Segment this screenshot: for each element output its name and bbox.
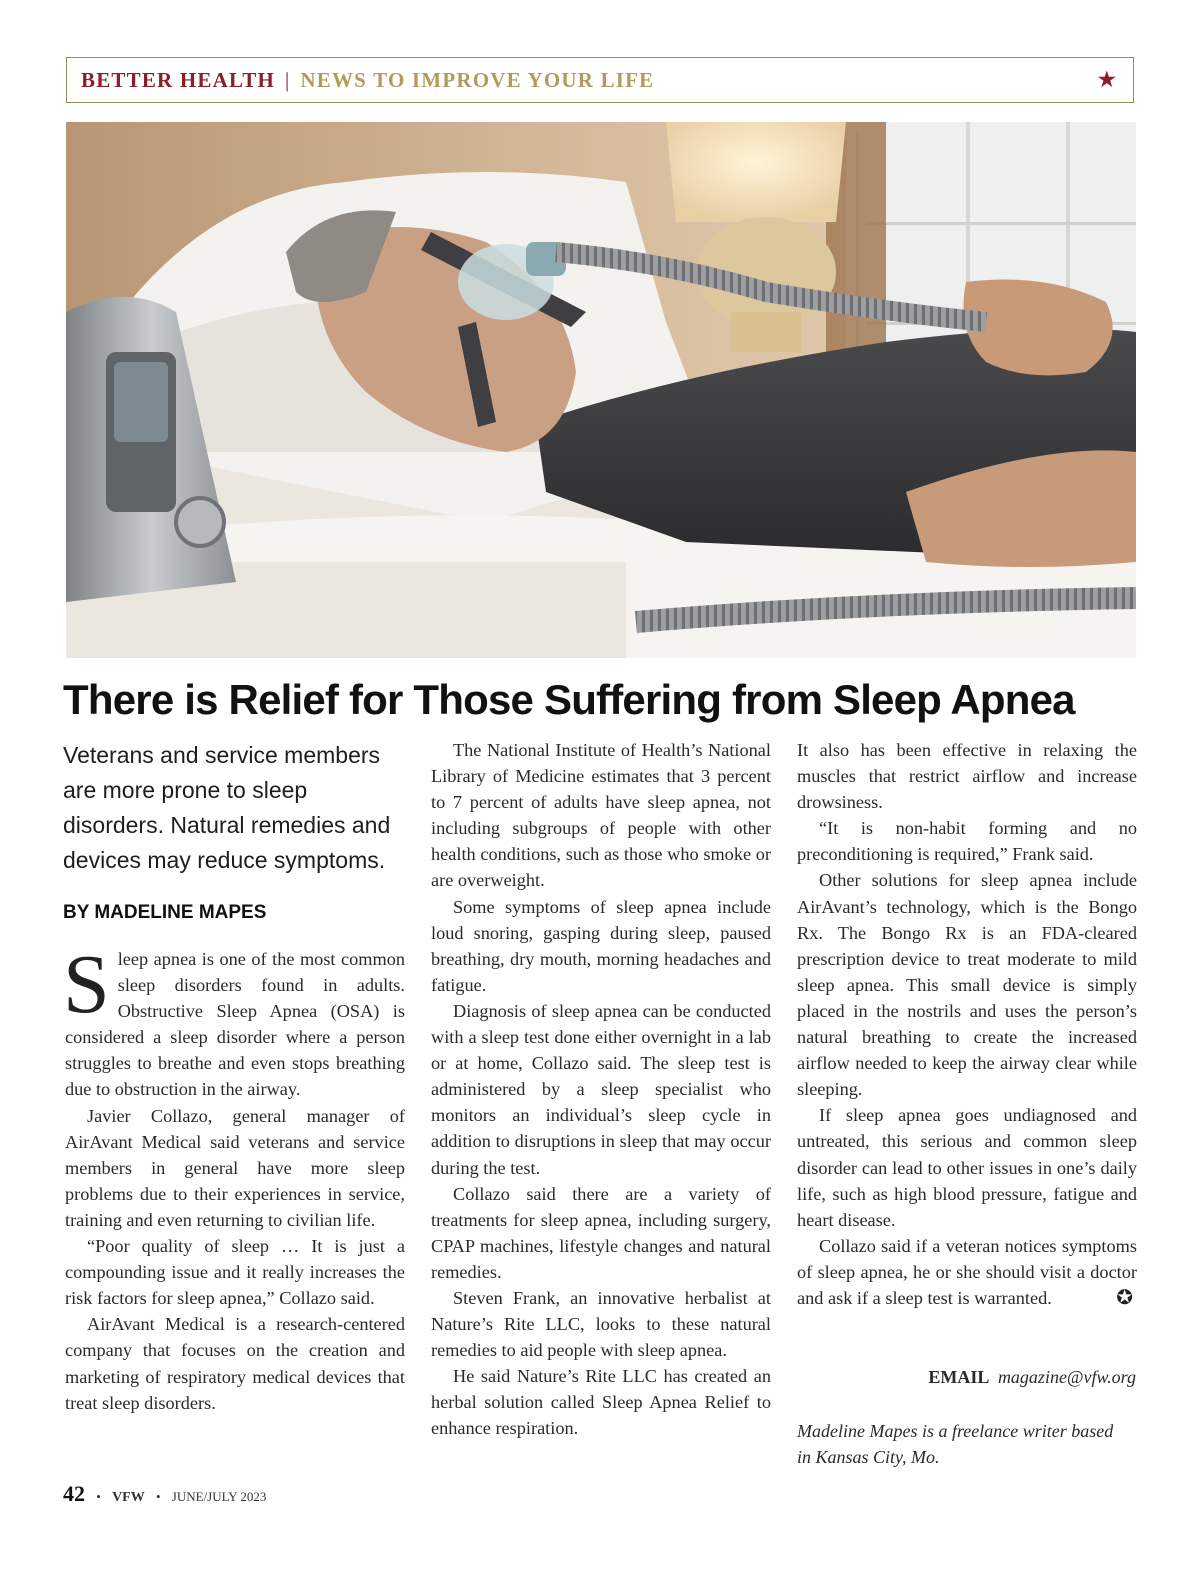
email-label: EMAIL xyxy=(928,1367,990,1387)
email-line xyxy=(928,1367,1136,1388)
hero-photo xyxy=(66,122,1136,658)
star-icon: ★ xyxy=(1097,69,1117,91)
body-paragraph: AirAvant Medical is a research-centered company that focuses on the creation and marketing of respiratory medical devices that treat sleep disorders. xyxy=(65,1314,405,1413)
body-paragraph: Sleep apnea is one of the most common sleep disorders found in adults. Obstructive Sleep Apnea (OSA) is considered a sleep disorder where a person struggles to breathe and even stops breathing due to obstruction in the airway. xyxy=(63,938,405,1100)
drop-cap: S xyxy=(63,938,110,1031)
page-number: 42 xyxy=(63,1481,85,1506)
footer-bullet: • xyxy=(96,1489,101,1504)
article-headline: There is Relief for Those Suffering from Sleep Apnea xyxy=(63,676,1075,723)
email-link[interactable]: magazine@vfw.org xyxy=(997,1367,1136,1387)
body-paragraph: He said Nature’s Rite LLC has created an herbal solution called Sleep Apnea Relief to enhance respiration. xyxy=(431,1366,771,1439)
article-dek: Veterans and service members are more prone to sleep disorders. Natural remedies and devices may reduce symptoms. xyxy=(63,742,391,873)
magazine-name: VFW xyxy=(112,1490,145,1505)
body-paragraph: “It is non-habit forming and no preconditioning is required,” Frank said. xyxy=(797,818,1137,865)
body-paragraph: Some symptoms of sleep apnea include loud snoring, gasping during sleep, paused breathing, dry mouth, morning headaches and fatigue. xyxy=(431,896,771,995)
body-paragraph: Other solutions for sleep apnea include AirAvant’s technology, which is the Bongo Rx. The Bongo Rx is an FDA-cleared prescription device to treat moderate to mild sleep apnea. This small device is simply placed in the nostrils and uses the person’s natural breathing to create the increased airflow needed to keep the airway clear while sleeping. xyxy=(797,870,1137,1100)
body-column-1 xyxy=(63,938,405,1416)
body-paragraph: Collazo said there are a variety of treatments for sleep apnea, including surgery, CPAP machines, lifestyle changes and natural remedies. xyxy=(431,1183,771,1282)
end-mark-icon: ✪ xyxy=(1116,1286,1133,1309)
body-paragraph: Javier Collazo, general manager of AirAvant Medical said veterans and service members in general have more sleep problems due to their experiences in service, training and even returning to civilian life. xyxy=(65,1105,405,1230)
body-column-2 xyxy=(431,737,771,1442)
section-header xyxy=(66,57,1134,103)
body-column-3 xyxy=(797,737,1137,1311)
author-bio: Madeline Mapes is a freelance writer based in Kansas City, Mo. xyxy=(797,1421,1114,1467)
page-footer xyxy=(63,1481,266,1507)
section-tagline: NEWS TO IMPROVE YOUR LIFE xyxy=(300,67,655,92)
body-paragraph: Diagnosis of sleep apnea can be conducted with a sleep test done either overnight in a lab or at home, Collazo said. The sleep test is administered by a sleep specialist who monitors an individual’s sleep cycle in addition to disruptions in sleep that may occur during the test. xyxy=(431,1000,771,1178)
article-byline: BY MADELINE MAPES xyxy=(63,902,267,923)
body-paragraph: The National Institute of Health’s National Library of Medicine estimates that 3 percent to 7 percent of adults have sleep apnea, not including subgroups of people with other health conditions, such as those who smoke or are overweight. xyxy=(431,740,771,891)
body-paragraph: Collazo said if a veteran notices symptoms of sleep apnea, he or she should visit a doctor and ask if a sleep test is warranted. ✪ xyxy=(797,1233,1137,1311)
body-paragraph: Steven Frank, an innovative herbalist at Nature’s Rite LLC, looks to these natural remedies to aid people with sleep apnea. xyxy=(431,1287,771,1361)
body-paragraph: It also has been effective in relaxing the muscles that restrict airflow and increase drowsiness. xyxy=(797,740,1137,813)
section-separator: | xyxy=(284,67,291,92)
body-paragraph: “Poor quality of sleep … It is just a compounding issue and it really increases the risk factors for sleep apnea,” Collazo said. xyxy=(65,1236,405,1309)
footer-bullet: • xyxy=(155,1489,161,1504)
issue-date: JUNE/JULY 2023 xyxy=(171,1489,267,1504)
section-name: BETTER HEALTH xyxy=(81,67,275,92)
body-paragraph: If sleep apnea goes undiagnosed and untreated, this serious and common sleep disorder can lead to other issues in one’s daily life, such as high blood pressure, fatigue and heart disease. xyxy=(797,1105,1137,1230)
cpap-sleeper-illustration xyxy=(66,122,1136,658)
